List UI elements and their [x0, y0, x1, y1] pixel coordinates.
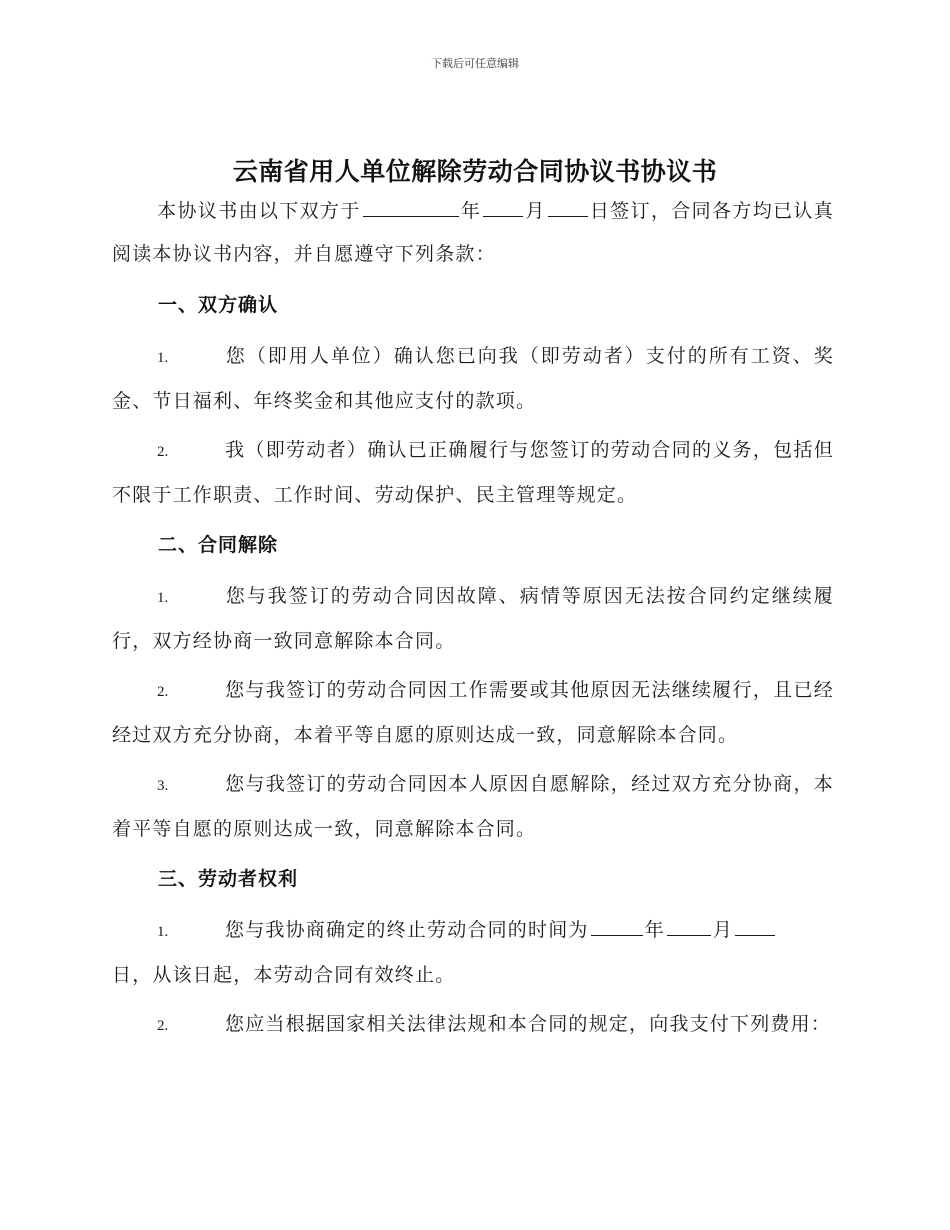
page-header-note: 下载后可任意编辑	[431, 57, 519, 70]
item-text: 您（即用人单位）确认您已向我（即劳动者）支付的所有工资、奖金、节日福利、年终奖金和其他应支付的款项。	[112, 345, 834, 412]
item-number: 1.	[157, 350, 169, 366]
item-text-b: 日，从该日起，本劳动合同有效终止。	[112, 964, 456, 986]
end-year-label: 年	[644, 919, 665, 941]
item-number: 1.	[157, 590, 169, 606]
item-text-a: 您与我协商确定的终止劳动合同的时间为	[225, 919, 589, 941]
end-month-label: 月	[712, 919, 734, 941]
intro-text-1: 本协议书由以下双方于	[157, 200, 361, 222]
item-number: 2.	[157, 1018, 169, 1034]
end-year-blank[interactable]	[591, 915, 643, 936]
list-item	[112, 1003, 834, 1048]
intro-text-2: 日签订，合同各方均已认真阅读本协议书内容，并自愿遵守下列条款：	[112, 200, 834, 265]
item-number: 2.	[157, 684, 169, 700]
item-text: 您与我签订的劳动合同因本人原因自愿解除，经过双方充分协商，本着平等自愿的原则达成一致，同意解除本合同。	[112, 773, 834, 840]
item-text: 我（即劳动者）确认已正确履行与您签订的劳动合同的义务，包括但不限于工作职责、工作时间、劳动保护、民主管理等规定。	[112, 439, 834, 506]
item-text: 您与我签订的劳动合同因工作需要或其他原因无法继续履行，且已经经过双方充分协商，本着平等自愿的原则达成一致，同意解除本合同。	[112, 679, 834, 746]
section-heading-3: 三、劳动者权利	[158, 868, 299, 890]
section-heading-1: 一、双方确认	[158, 294, 279, 316]
year-blank[interactable]	[363, 196, 459, 217]
list-item	[112, 909, 834, 997]
intro-paragraph	[112, 190, 834, 276]
item-number: 1.	[157, 924, 169, 940]
intro-year-label: 年	[460, 200, 482, 222]
section-heading-2: 二、合同解除	[158, 534, 279, 556]
intro-month-label: 月	[525, 200, 546, 222]
list-item	[112, 763, 834, 851]
end-day-blank[interactable]	[735, 915, 775, 936]
list-item	[112, 429, 834, 517]
end-month-blank[interactable]	[667, 915, 711, 936]
item-number: 2.	[157, 444, 169, 460]
day-blank[interactable]	[548, 196, 588, 217]
list-item	[112, 575, 834, 663]
list-item	[112, 335, 834, 423]
document-title: 云南省用人单位解除劳动合同协议书协议书	[232, 157, 718, 186]
month-blank[interactable]	[483, 196, 523, 217]
item-number: 3.	[157, 778, 169, 794]
list-item	[112, 669, 834, 757]
item-text: 您与我签订的劳动合同因故障、病情等原因无法按合同约定继续履行，双方经协商一致同意解除本合同。	[112, 585, 834, 652]
item-text: 您应当根据国家相关法律法规和本合同的规定，向我支付下列费用：	[225, 1013, 832, 1035]
